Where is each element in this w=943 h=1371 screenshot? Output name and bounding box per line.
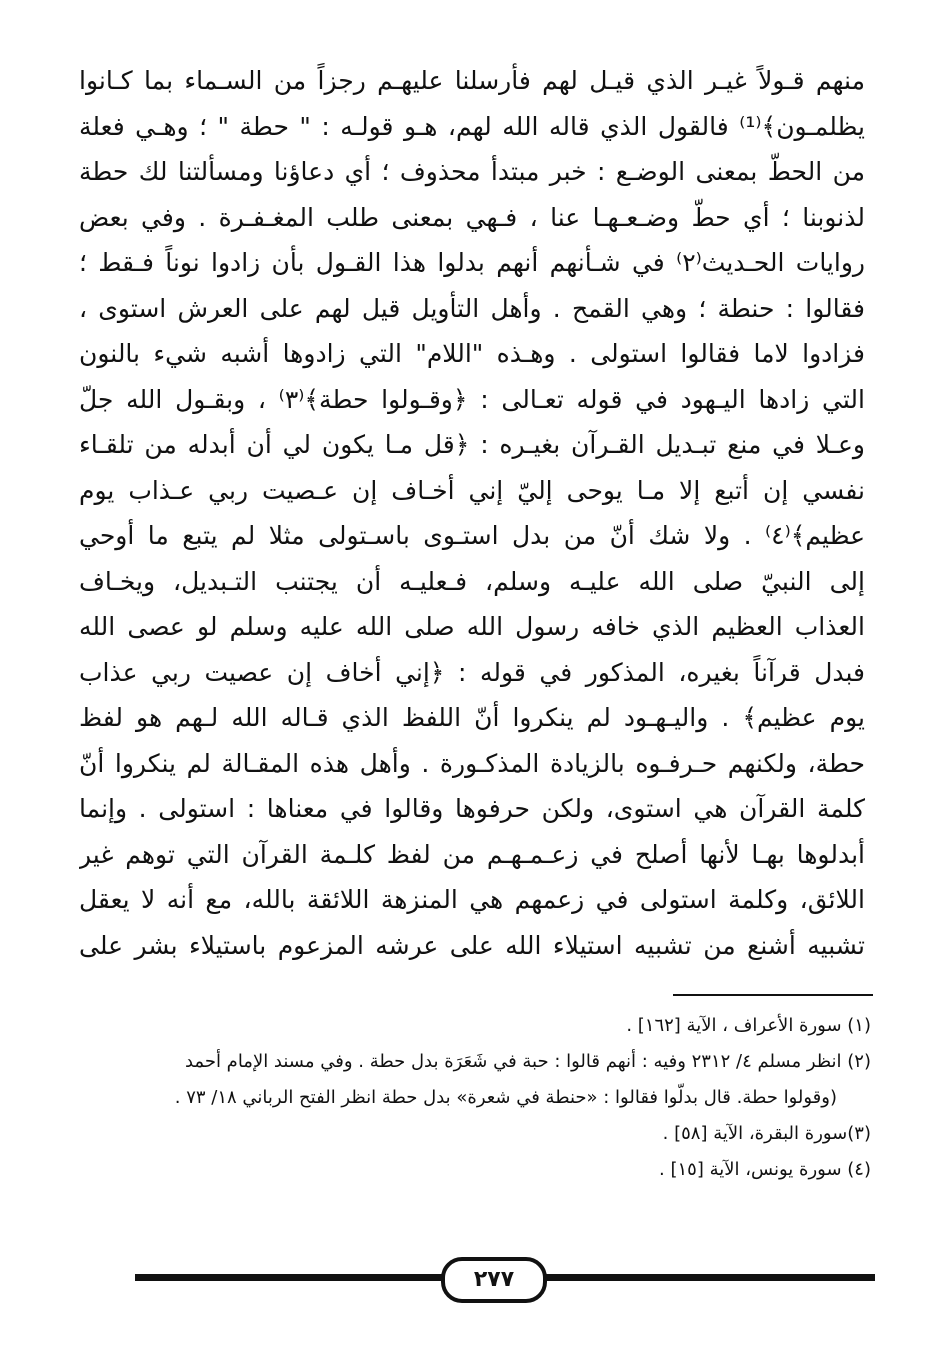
footer-rule-left — [135, 1274, 445, 1281]
text-line: نفسي إن أتبع إلا مـا يوحى إليّ إني أخـاف إن عـصيت ربي عـذاب يوم — [79, 475, 865, 505]
page-footer — [135, 1256, 875, 1300]
footnote-2-continuation: (وقولوا حطة. قال بدلّوا فقالوا : «حنطة في شعرة» بدل حطة انظر الفتح الرباني ١٨/ ٧٣ . — [174, 1087, 837, 1108]
text-line: العذاب العظيم الذي خافه رسول الله صلى الله عليه وسلم لو عصى الله — [79, 612, 865, 641]
footnote-4: (٤) سورة يونس، الآية [١٥] . — [659, 1159, 871, 1180]
text-line: التي زادها اليـهود في قوله تعـالى : ﴿وقـولوا حطة﴾⁽٣⁾ ، وبقـول الله جلّ — [79, 384, 865, 414]
text-line: روايات الحـديث⁽٢⁾ في شـأنهم أنهم بدلوا هذا القـول بأن زادوا نوناً فـقط ؛ — [79, 248, 865, 277]
text-line: فزادوا لاما فقالوا استولى . وهـذه "اللام" التي زادوها أشبه شيء بالنون — [79, 339, 865, 368]
text-line: أبدلوها بهـا لأنها أصلح في زعـمـهـم من لفظ كلـمة القرآن التي توهم غير — [79, 839, 865, 869]
text-line: يظلمـون﴾⁽¹⁾ فالقول الذي قاله الله لهم، هـو قولـه : " حطة " ؛ وهـي فعلة — [79, 111, 865, 141]
text-line: كلمة القرآن هي استوى، ولكن حرفوها وقالوا في معناها : استولى . وإنما — [79, 794, 865, 823]
text-line: عظيم﴾⁽٤⁾ . ولا شك أنّ من بدل استـوى باسـتولى مثلا لم يتبع ما أوحي — [79, 521, 865, 550]
text-line: حطة، ولكنهم حـرفـوه بالزيادة المذكـورة . وأهل هذه المقـالة لم ينكروا أنّ — [79, 748, 865, 778]
footnote-3: (٣)سورة البقرة، الآية [٥٨] . — [662, 1123, 871, 1144]
text-line: فبدل قرآناً بغيره، المذكور في قوله : ﴿إني أخاف إن عصيت ربي عذاب — [79, 657, 865, 687]
footnote-1: (١) سورة الأعراف ، الآية [١٦٢] . — [626, 1015, 871, 1036]
main-text-block — [79, 58, 865, 968]
text-line: فقالوا : حنطة ؛ وهي القمح . وأهل التأويل قيل لهم على العرش استوى ، — [79, 293, 865, 323]
text-line: يوم عظيم﴾ . واليـهـود لم ينكروا أنّ اللفظ الذي قـاله الله لـهم هو لفظ — [79, 703, 865, 732]
footnote-2: (٢) انظر مسلم ٤/ ٢٣١٢ وفيه : أنهم قالوا : حبة في شَعَرَة بدل حطة . وفي مسند الإمام أحمد — [184, 1051, 871, 1072]
footnote-separator — [673, 994, 873, 996]
text-line: اللائق، وكلمة استولى في زعمهم هي المنزهة اللائقة بالله، مع أنه لا يعقل — [79, 885, 865, 914]
text-line: وعـلا في منع تبـديل القـرآن بغيـره : ﴿قل مـا يكون لي أن أبدله من تلقـاء — [79, 430, 865, 459]
page-number: ٢٧٧ — [441, 1257, 547, 1303]
footer-rule-right — [545, 1274, 875, 1281]
text-line: لذنوبنا ؛ أي حطّ وضـعـهـا عنا ، فـهي بمعنى طلب المغـفـرة . وفي بعض — [79, 202, 865, 232]
text-line: منهم قـولاً غيـر الذي قيـل لهم فأرسلنا عليهـم رجزاً من السـماء بما كـانوا — [79, 66, 865, 95]
footnotes-block — [76, 1008, 871, 1188]
text-line: تشبيه أشنع من تشبيه استيلاء الله على عرشه المزعوم باستيلاء بشر على — [79, 930, 865, 960]
text-line: إلى النبيّ صلى الله عليـه وسلم، فـعليـه أن يجتنب التـبديل، ويخـاف — [79, 566, 865, 596]
text-line: من الحطّ بمعنى الوضـع : خبر مبتدأ محذوف ؛ أي دعاؤنا ومسألتنا لك حطة — [79, 157, 865, 186]
